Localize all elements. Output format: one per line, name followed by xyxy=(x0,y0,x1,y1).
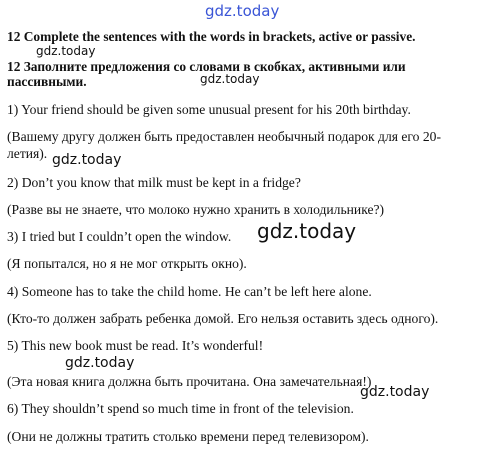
exercise-heading-russian-line-2: пассивными. xyxy=(7,74,87,89)
watermark-small-4: gdz.today xyxy=(65,355,135,371)
sentence-2-english: 2) Don’t you know that milk must be kept in a fridge? xyxy=(7,175,301,190)
watermark-small-3: gdz.today xyxy=(52,152,122,168)
watermark-small-2: gdz.today xyxy=(200,72,260,86)
sentence-1-english: 1) Your friend should be given some unusual present for his 20th birthday. xyxy=(7,102,411,117)
sentence-5-english: 5) This new book must be read. It’s wonderful! xyxy=(7,338,264,353)
watermark-small-5: gdz.today xyxy=(360,384,430,400)
exercise-heading-russian-line-1: 12 Заполните предложения со словами в скобках, активными или xyxy=(7,59,406,74)
watermark-large: gdz.today xyxy=(257,219,357,243)
sentence-6-english: 6) They shouldn’t spend so much time in front of the television. xyxy=(7,401,354,416)
sentence-2-russian: (Разве вы не знаете, что молоко нужно хранить в холодильнике?) xyxy=(7,202,385,217)
sentence-1-russian-line-2: летия). xyxy=(7,146,48,161)
sentence-4-english: 4) Someone has to take the child home. He can’t be left here alone. xyxy=(7,284,372,299)
sentence-3-russian: (Я попытался, но я не мог открыть окно). xyxy=(7,256,247,271)
exercise-heading-english: 12 Complete the sentences with the words in brackets, active or passive. xyxy=(7,29,416,44)
watermark-small-1: gdz.today xyxy=(36,44,96,58)
sentence-4-russian: (Кто-то должен забрать ребенка домой. Его нельзя оставить здесь одного). xyxy=(7,311,439,326)
sentence-5-russian: (Эта новая книга должна быть прочитана. Она замечательная!) xyxy=(7,374,372,389)
sentence-3-english: 3) I tried but I couldn’t open the window. xyxy=(7,229,232,244)
watermark-top: gdz.today xyxy=(205,2,280,20)
sentence-1-russian-line-1: (Вашему другу должен быть предоставлен необычный подарок для его 20- xyxy=(7,129,441,144)
sentence-6-russian: (Они не должны тратить столько времени перед телевизором). xyxy=(7,429,369,444)
